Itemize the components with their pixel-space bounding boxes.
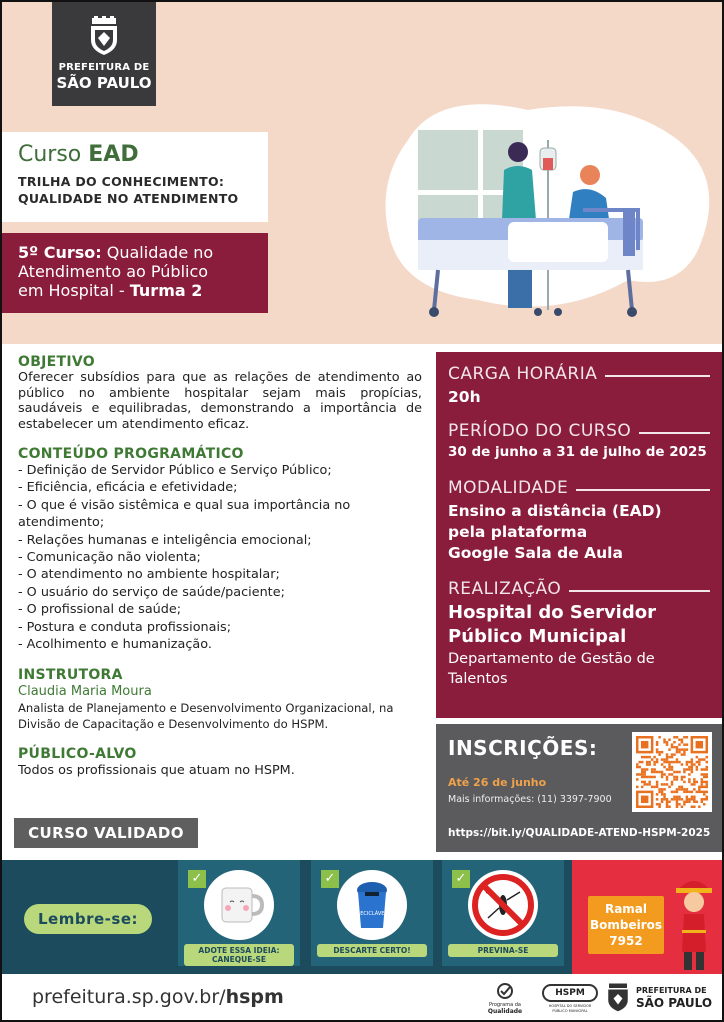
course-turma: Turma 2 bbox=[129, 281, 203, 300]
logo-line2: SÃO PAULO bbox=[56, 74, 152, 92]
subtitle-line2: QUALIDADE NO ATENDIMENTO bbox=[18, 191, 239, 206]
divider bbox=[605, 375, 710, 377]
modalidade-label: MODALIDADE bbox=[448, 478, 569, 498]
divider bbox=[569, 590, 710, 592]
mug-label-line1: ADOTE ESSA IDEIA: bbox=[198, 946, 280, 955]
mug-card bbox=[178, 860, 300, 966]
modalidade-line1: Ensino a distância (EAD) bbox=[448, 502, 662, 520]
modalidade-line3: Google Sala de Aula bbox=[448, 544, 623, 562]
site-bold: hspm bbox=[225, 986, 284, 1008]
recycle-card-label: DESCARTE CERTO! bbox=[317, 944, 427, 957]
lembre-se-pill: Lembre-se: bbox=[24, 904, 152, 934]
list-item: - O atendimento no ambiente hospitalar; bbox=[18, 567, 280, 583]
firefighter-icon bbox=[672, 872, 716, 972]
course-name-box bbox=[2, 233, 268, 313]
list-item: - Postura e conduta profissionais; bbox=[18, 619, 232, 635]
carga-heading bbox=[448, 364, 710, 384]
lembre-se-band bbox=[2, 860, 722, 974]
recycle-bin-icon bbox=[337, 870, 407, 940]
subtitle-line1: TRILHA DO CONHECIMENTO: bbox=[18, 174, 225, 189]
modalidade-line2: pela plataforma bbox=[448, 523, 588, 541]
publico-heading: PÚBLICO-ALVO bbox=[18, 746, 137, 763]
course-line1 bbox=[18, 243, 268, 262]
qualidade-line2: Qualidade bbox=[487, 1008, 523, 1015]
course-type-title bbox=[18, 142, 268, 167]
conteudo-heading: CONTEÚDO PROGRAMÁTICO bbox=[18, 446, 244, 462]
instrutora-desc-line2: Divisão de Capacitação e Desenvolvimento do HSPM. bbox=[18, 717, 329, 732]
check-icon: ✓ bbox=[452, 870, 470, 888]
realizacao-label: REALIZAÇÃO bbox=[448, 579, 562, 599]
mosquito-card bbox=[442, 860, 564, 966]
divider bbox=[639, 432, 710, 434]
instrutora-heading: INSTRUTORA bbox=[18, 667, 123, 684]
pref-footer-line2: SÃO PAULO bbox=[636, 996, 713, 1010]
mosquito-prohibited-icon bbox=[468, 870, 538, 940]
ramal-bombeiros-box bbox=[588, 896, 664, 954]
objetivo-text: Oferecer subsídios para que as relações de atendimento ao público no ambiente hospitalar sejam mais propícias, saudáveis e equilibradas, demonstrando a importância de estabelecer um atendimento eficaz. bbox=[18, 370, 422, 432]
periodo-heading bbox=[448, 421, 710, 441]
check-icon: ✓ bbox=[188, 870, 206, 888]
instrutora-name: Claudia Maria Moura bbox=[18, 684, 152, 700]
periodo-value: 30 de junho a 31 de julho de 2025 bbox=[448, 444, 707, 460]
mug-card-label bbox=[184, 944, 294, 966]
hspm-text: HSPM bbox=[542, 984, 598, 1002]
list-item: - Relações humanas e inteligência emocional; bbox=[18, 532, 312, 548]
crest-icon bbox=[606, 982, 630, 1012]
realizacao-heading bbox=[448, 579, 710, 599]
footer bbox=[2, 974, 722, 1022]
course-name-part3: em Hospital - bbox=[18, 281, 125, 300]
programa-qualidade-logo bbox=[480, 982, 530, 1014]
list-item: - O que é visão sistêmica e qual sua importância no bbox=[18, 497, 351, 513]
modalidade-heading bbox=[448, 478, 710, 498]
mosquito-card-label: PREVINA-SE bbox=[448, 944, 558, 957]
site-url[interactable] bbox=[32, 986, 284, 1008]
bin-text: RECICLÁVEL bbox=[356, 911, 388, 917]
trail-subtitle bbox=[18, 173, 268, 207]
title-box bbox=[2, 132, 268, 222]
mug-icon bbox=[204, 870, 274, 940]
realizacao-line3: Departamento de Gestão de bbox=[448, 651, 655, 667]
instrutora-desc-line1: Analista de Planejamento e Desenvolvimento Organizacional, na bbox=[18, 701, 394, 716]
hospital-illustration bbox=[378, 100, 722, 344]
realizacao-line1: Hospital do Servidor bbox=[448, 602, 656, 623]
logo-line1: PREFEITURA DE bbox=[58, 62, 150, 73]
list-item: - Comunicação não violenta; bbox=[18, 550, 201, 566]
qualidade-icon bbox=[495, 982, 515, 1000]
mug-label-line2: CANEQUE-SE bbox=[212, 955, 266, 964]
course-number: 5º Curso: bbox=[18, 243, 102, 262]
list-item: - O profissional de saúde; bbox=[18, 602, 182, 618]
course-name-part1: Qualidade no bbox=[106, 243, 214, 262]
pref-footer-line1: PREFEITURA DE bbox=[636, 986, 707, 995]
qr-code-icon[interactable] bbox=[632, 732, 712, 812]
list-item: - O usuário do serviço de saúde/paciente; bbox=[18, 584, 285, 600]
inscricoes-box bbox=[436, 724, 722, 852]
course-line3 bbox=[18, 281, 268, 300]
prefeitura-footer-logo bbox=[606, 982, 716, 1014]
title-prefix: Curso bbox=[18, 142, 82, 167]
publico-text: Todos os profissionais que atuam no HSPM. bbox=[18, 763, 295, 779]
list-item: - Acolhimento e humanização. bbox=[18, 637, 212, 653]
inscricoes-deadline: Até 26 de junho bbox=[448, 776, 547, 789]
hspm-logo bbox=[542, 982, 598, 1014]
inscricoes-more-info: Mais informações: (11) 3397-7900 bbox=[448, 794, 612, 805]
qualidade-line1: Programa da bbox=[489, 1002, 521, 1008]
prefeitura-logo bbox=[52, 2, 156, 106]
objetivo-heading: OBJETIVO bbox=[18, 354, 95, 370]
realizacao-line2: Público Municipal bbox=[448, 626, 627, 647]
curso-validado-badge: CURSO VALIDADO bbox=[14, 818, 198, 848]
hspm-sub: HOSPITAL DO SERVIDOR PÚBLICO MUNICIPAL bbox=[548, 1004, 592, 1013]
carga-value: 20h bbox=[448, 388, 481, 406]
list-item: - Eficiência, eficácia e efetividade; bbox=[18, 480, 238, 496]
ramal-line1: Ramal bbox=[604, 902, 648, 916]
check-icon: ✓ bbox=[321, 870, 339, 888]
info-panel bbox=[436, 352, 722, 718]
course-name-part2: Atendimento ao Público bbox=[18, 262, 209, 281]
crest-icon bbox=[88, 16, 120, 56]
realizacao-line4: Talentos bbox=[448, 671, 508, 687]
hero-section bbox=[2, 2, 722, 344]
site-prefix: prefeitura.sp.gov.br/ bbox=[32, 986, 226, 1008]
inscricoes-link[interactable]: https://bit.ly/QUALIDADE-ATEND-HSPM-2025 bbox=[448, 827, 711, 839]
list-item: atendimento; bbox=[18, 515, 105, 531]
conteudo-list bbox=[18, 462, 422, 653]
periodo-label: PERÍODO DO CURSO bbox=[448, 421, 632, 441]
qr-code-graphic bbox=[636, 736, 708, 808]
list-item: - Definição de Servidor Público e Serviço Público; bbox=[18, 463, 332, 478]
divider bbox=[576, 489, 710, 491]
left-column bbox=[18, 354, 422, 780]
title-highlight: EAD bbox=[88, 142, 139, 167]
carga-label: CARGA HORÁRIA bbox=[448, 364, 598, 384]
ramal-line2: Bombeiros bbox=[589, 918, 663, 932]
inscricoes-heading: INSCRIÇÕES: bbox=[448, 736, 598, 760]
ramal-line3: 7952 bbox=[609, 934, 643, 948]
recycle-card bbox=[311, 860, 433, 966]
